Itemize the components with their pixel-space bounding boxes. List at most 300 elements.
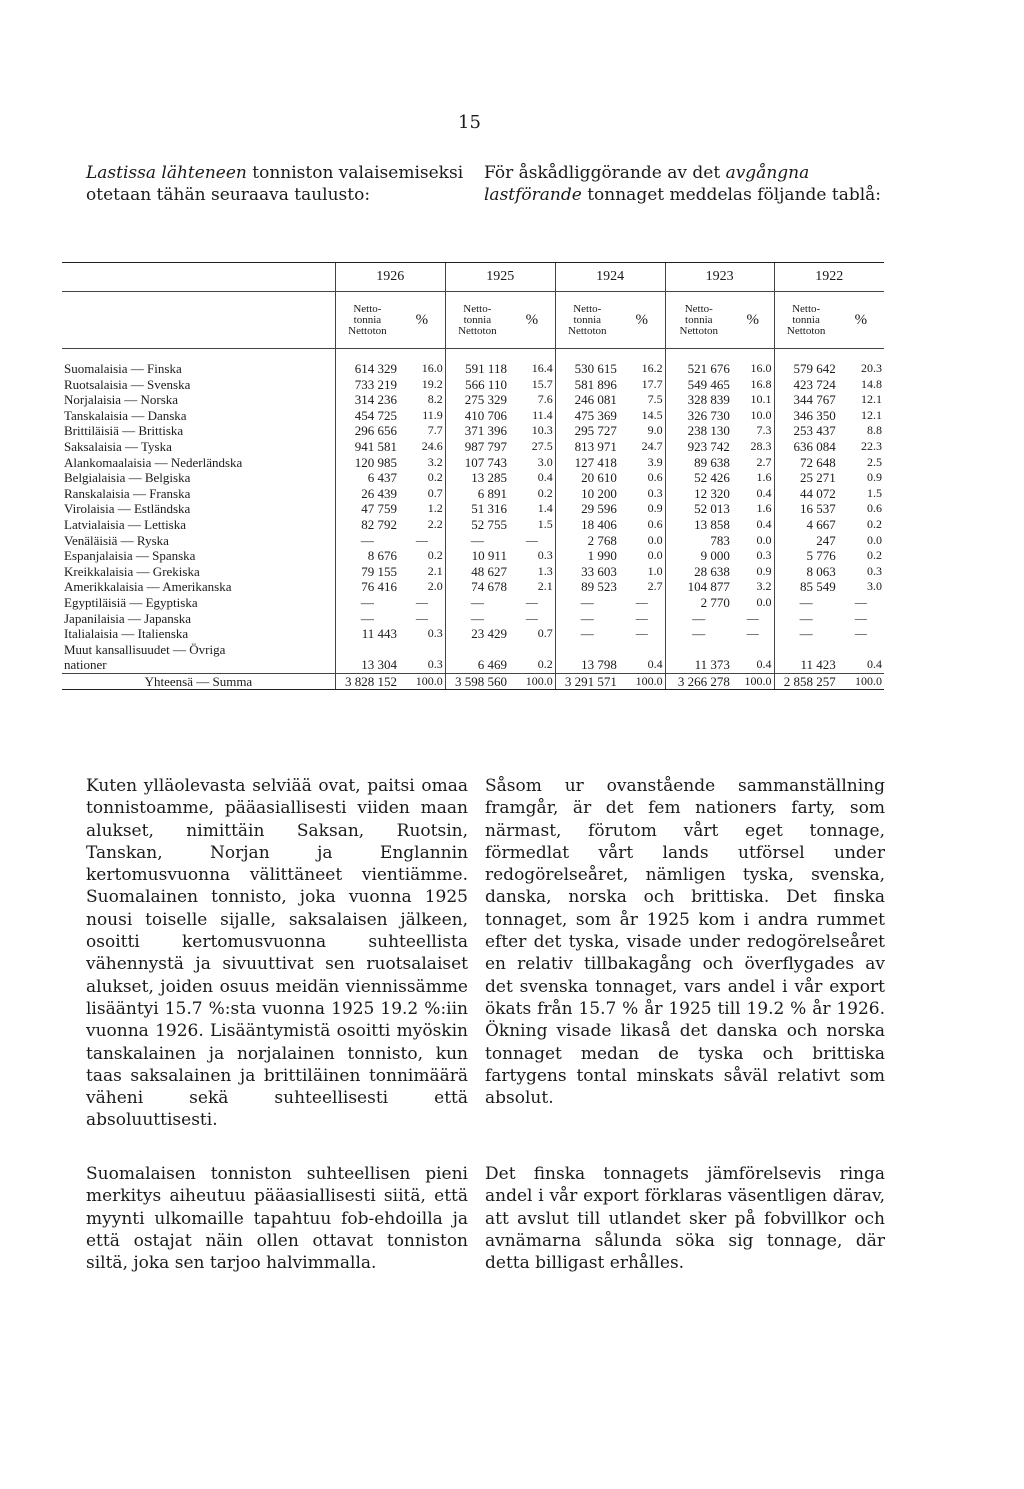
row-label-line: Muut kansallisuudet — Övriga (64, 641, 226, 657)
tonnage-col-header (445, 292, 509, 349)
tonnage-cell: 581 896 (555, 377, 619, 393)
tonnage-cell: 530 615 (555, 349, 619, 377)
table-row (62, 423, 884, 439)
row-label (62, 611, 335, 627)
percent-cell: 2.5 (867, 454, 882, 469)
tonnage-cell: 10 200 (555, 486, 619, 502)
row-label-line: Tanskalaisia — Danska (64, 407, 187, 423)
tonnage-cell: 941 581 (335, 439, 399, 455)
percent-cell: 1.0 (647, 563, 663, 578)
percent-cell: 0.6 (867, 501, 882, 516)
tonnage-cell: — (665, 626, 732, 642)
tonnage-cell: 733 219 (335, 377, 399, 393)
tonnage-col-header-line: tonnia (685, 313, 713, 326)
percent-cell: — (635, 610, 648, 625)
percent-cell: 14.5 (641, 407, 663, 422)
tonnage-cell: 346 350 (774, 408, 838, 424)
percent-cell: — (854, 594, 867, 609)
percent-cell: 0.3 (427, 626, 443, 641)
percent-cell: 3.2 (756, 579, 772, 594)
percent-cell: 0.9 (867, 470, 882, 485)
percent-cell: 0.6 (647, 470, 663, 485)
percent-cell: 0.4 (647, 657, 663, 672)
percent-cell: 2.7 (647, 579, 663, 594)
table-row (62, 408, 884, 424)
row-label (62, 349, 335, 377)
table-row (62, 517, 884, 533)
tonnage-cell: 253 437 (774, 423, 838, 439)
year-header-row (62, 263, 884, 292)
row-label-line: Yhteensä — Summa (144, 673, 253, 689)
year-header: 1926 (335, 263, 445, 292)
paragraph-swedish-1: Såsom ur ovanstående sammanställning framgår, är det fem nationers farty, som närmast, förutom vårt eget tonnage, förmedlat vårt lands utförsel under redogörelseåret, nämligen tyska, svenska, danska, norska och brittiska. Det finska tonnaget, som år 1925 kom i andra rummet efter det tyska, visade under redogörelseåret en relativ tillbakagång och överflygades av det svenska tonnaget, vars andel i vår export ökats från 15.7 % år 1925 till 19.2 % år 1926. Ökning visade likaså det danska och norska tonnaget medan de tyska och brittiska fartygens tontal minskats såväl relativt som absolut. (485, 776, 885, 1109)
percent-cell: 0.2 (867, 516, 882, 531)
row-label-line: Espanjalaisia — Spanska (64, 548, 196, 564)
tonnage-col-header-line: Nettoton (679, 324, 719, 337)
table-row-other (62, 642, 884, 674)
tonnage-cell: 275 329 (445, 392, 509, 408)
percent-cell: — (525, 610, 538, 625)
row-label-line: Suomalaisia — Finska (64, 361, 182, 376)
tonnage-cell: 29 596 (555, 501, 619, 517)
tonnage-cell: 423 724 (774, 377, 838, 393)
tonnage-cell: 52 426 (665, 470, 732, 486)
percent-cell: 7.3 (756, 423, 772, 438)
row-label-line: Brittiläisiä — Brittiska (64, 423, 184, 439)
tonnage-cell: 85 549 (774, 579, 838, 595)
tonnage-cell: 783 (665, 533, 732, 549)
percent-cell: 9.0 (647, 423, 663, 438)
percent-cell: 12.1 (861, 392, 882, 407)
paragraph-finnish-2: Suomalaisen tonniston suhteellisen pieni merkitys aiheutuu pääasiallisesti siitä, että myynti ulkomaille tapahtuu fob-ehdoilla ja että ostajat näin ollen ottavat tonniston siltä, joka sen tarjoo halvimmalla. (86, 1164, 468, 1274)
tonnage-cell: 8 063 (774, 564, 838, 580)
tonnage-cell: 11 373 (665, 642, 732, 674)
percent-cell: 0.3 (537, 548, 553, 563)
row-label-line: Japanilaisia — Japanska (64, 610, 192, 626)
row-label (62, 642, 335, 674)
tonnage-cell: — (335, 611, 399, 627)
percent-cell: 0.3 (867, 563, 882, 578)
row-label (62, 423, 335, 439)
tonnage-col-header-line: Nettoton (348, 324, 387, 337)
percent-cell: 0.2 (867, 548, 882, 563)
tonnage-cell: 2 770 (665, 595, 732, 611)
percent-cell: 7.7 (427, 423, 443, 438)
percent-cell: 22.3 (861, 438, 882, 453)
tonnage-cell: 636 084 (774, 439, 838, 455)
percent-cell: 24.6 (421, 438, 443, 453)
paragraph-finnish-1: Kuten ylläolevasta selviää ovat, paitsi omaa tonnistoamme, pääasiallisesti viiden maan alukset, nimittäin Saksan, Ruotsin, Tanskan, Norjan ja Englannin kertomusvuonna välittäneet vientiämme. Suomalainen tonnisto, joka vuonna 1925 nousi toiselle sijalle, saksalaisen jälkeen, osoitti kertomusvuonna suhteellista vähennystä ja sivuuttivat sen ruotsalaiset alukset, joiden osuus meidän viennissämme lisääntyi 15.7 %:sta vuonna 1925 19.2 %:iin vuonna 1926. Lisääntymistä osoitti myöskin tanskalainen ja norjalainen tonnisto, kun taas saksalainen ja brittiläinen tonnimäärä väheni sekä suhteellisesti että absoluuttisesti. (86, 776, 468, 1131)
tonnage-cell: 107 743 (445, 455, 509, 471)
row-label (62, 408, 335, 424)
percent-cell: 0.0 (867, 532, 882, 547)
percent-cell: — (746, 626, 759, 641)
row-label (62, 533, 335, 549)
tonnage-cell: 13 858 (665, 517, 732, 533)
row-label (62, 564, 335, 580)
tonnage-cell: 20 610 (555, 470, 619, 486)
tonnage-cell: 328 839 (665, 392, 732, 408)
tonnage-cell: 89 638 (665, 455, 732, 471)
tonnage-cell: 11 443 (335, 626, 399, 642)
percent-cell: 16.0 (750, 361, 772, 375)
tonnage-cell: 82 792 (335, 517, 399, 533)
tonnage-cell: — (555, 626, 619, 642)
percent-cell: 19.2 (421, 376, 443, 391)
tonnage-cell: 72 648 (774, 455, 838, 471)
table-row (62, 486, 884, 502)
percent-cell: 1.6 (756, 470, 772, 485)
percent-cell: 100.0 (732, 673, 774, 690)
tonnage-cell: 614 329 (335, 349, 399, 377)
percent-cell: 0.2 (427, 548, 443, 563)
unit-header-row (62, 292, 884, 349)
tonnage-cell: 326 730 (665, 408, 732, 424)
percent-cell: 0.4 (756, 657, 772, 672)
percent-cell: 0.4 (867, 657, 882, 672)
percent-cell: — (635, 594, 648, 609)
percent-cell: 12.1 (861, 407, 882, 422)
row-label-line: Ruotsalaisia — Svenska (64, 376, 191, 392)
percent-cell: 24.7 (641, 438, 663, 453)
paragraph-swedish-2: Det finska tonnagets jämförelsevis ringa andel i vår export förklaras väsentligen därav, att avslut till utlandet sker på fobvillkor och avnämarna sålunda söka sig tonnage, där detta billigast erhålles. (485, 1164, 885, 1274)
percent-cell: 100.0 (399, 673, 445, 690)
percent-cell: 0.3 (427, 657, 443, 672)
table-row (62, 349, 884, 377)
tonnage-cell: — (335, 533, 399, 549)
percent-cell: 16.8 (750, 376, 772, 391)
percent-cell: 1.5 (537, 516, 553, 531)
tonnage-cell: 566 110 (445, 377, 509, 393)
tonnage-col-header-line: Netto- (573, 302, 602, 315)
percent-cell: 0.6 (647, 516, 663, 531)
tonnage-col-header (335, 292, 399, 349)
percent-cell: 0.2 (427, 470, 443, 485)
tonnage-col-header-line: Netto- (684, 302, 713, 315)
percent-cell: 0.0 (756, 532, 772, 547)
percent-cell: 1.2 (427, 501, 443, 516)
tonnage-cell: 344 767 (774, 392, 838, 408)
table-row-total (62, 673, 884, 690)
percent-cell: 7.5 (647, 392, 663, 407)
row-label-line: Belgialaisia — Belgiska (64, 470, 191, 486)
intro-sv-text: tonnaget meddelas följande tablå: (581, 185, 882, 205)
tonnage-cell: 23 429 (445, 626, 509, 642)
percent-cell: — (854, 626, 867, 641)
tonnage-col-header-line: Nettoton (786, 324, 826, 337)
tonnage-cell: 74 678 (445, 579, 509, 595)
intro-sv-lead: För åskådliggörande av det (484, 163, 726, 183)
intro-fi-italic: Lastissa lähteneen (86, 163, 247, 183)
tonnage-col-header-line: tonnia (573, 313, 602, 326)
row-label (62, 548, 335, 564)
table-row (62, 455, 884, 471)
tonnage-cell: 923 742 (665, 439, 732, 455)
intro-swedish (484, 162, 884, 206)
percent-cell: 15.7 (531, 376, 553, 391)
percent-cell: 100.0 (838, 673, 884, 690)
tonnage-cell: 247 (774, 533, 838, 549)
tonnage-cell: 238 130 (665, 423, 732, 439)
percent-col-header: % (619, 292, 665, 349)
percent-cell: 16.4 (531, 361, 553, 375)
tonnage-col-header-line: Netto- (792, 302, 821, 315)
percent-cell: 1.4 (537, 501, 553, 516)
tonnage-cell: 52 755 (445, 517, 509, 533)
table-row (62, 611, 884, 627)
tonnage-cell: 10 911 (445, 548, 509, 564)
row-label (62, 486, 335, 502)
table-row (62, 626, 884, 642)
percent-cell: 27.5 (531, 438, 553, 453)
tonnage-cell: — (555, 595, 619, 611)
percent-cell: 3.9 (647, 454, 663, 469)
table-row (62, 564, 884, 580)
tonnage-cell: — (774, 595, 838, 611)
row-label-line: Alankomaalaisia — Nederländska (64, 454, 243, 470)
percent-cell: — (854, 610, 867, 625)
percent-cell: 11.4 (532, 407, 553, 422)
tonnage-col-header (774, 292, 838, 349)
tonnage-cell: 79 155 (335, 564, 399, 580)
percent-cell: 0.7 (537, 626, 553, 641)
percent-cell: 0.3 (756, 548, 772, 563)
row-label (62, 579, 335, 595)
tonnage-cell: 120 985 (335, 455, 399, 471)
tonnage-cell: — (774, 611, 838, 627)
percent-cell: 0.2 (537, 657, 553, 672)
percent-cell: 11.9 (422, 407, 443, 422)
percent-cell: 2.7 (756, 454, 772, 469)
percent-cell: 3.2 (427, 454, 443, 469)
tonnage-cell: — (555, 611, 619, 627)
row-label (62, 626, 335, 642)
percent-cell: 0.0 (647, 548, 663, 563)
percent-cell: 0.4 (537, 470, 553, 485)
tonnage-cell: 3 291 571 (555, 673, 619, 690)
tonnage-cell: 813 971 (555, 439, 619, 455)
table-row (62, 470, 884, 486)
tonnage-cell: 454 725 (335, 408, 399, 424)
percent-cell: 1.6 (756, 501, 772, 516)
year-header: 1924 (555, 263, 665, 292)
tonnage-cell: 5 776 (774, 548, 838, 564)
percent-cell: 10.3 (531, 423, 553, 438)
percent-cell: 0.3 (647, 485, 663, 500)
tonnage-cell: — (665, 611, 732, 627)
percent-cell: 10.1 (750, 392, 772, 407)
percent-cell: 3.0 (537, 454, 553, 469)
tonnage-cell: 25 271 (774, 470, 838, 486)
percent-cell: 3.0 (867, 579, 882, 594)
tonnage-cell: 127 418 (555, 455, 619, 471)
percent-cell: 28.3 (750, 438, 772, 453)
percent-cell: — (415, 532, 428, 547)
percent-col-header: % (399, 292, 445, 349)
tonnage-cell: 52 013 (665, 501, 732, 517)
row-label-line: Saksalaisia — Tyska (64, 438, 172, 454)
tonnage-col-header (665, 292, 732, 349)
row-label (62, 501, 335, 517)
percent-cell: 20.3 (861, 361, 882, 375)
row-label (62, 595, 335, 611)
percent-col-header: % (838, 292, 884, 349)
row-label-line: nationer (64, 657, 107, 673)
tonnage-table-wrapper (62, 262, 884, 690)
tonnage-table (62, 262, 884, 690)
intro-finnish (86, 162, 466, 206)
tonnage-cell: 410 706 (445, 408, 509, 424)
percent-cell: 8.2 (427, 392, 443, 407)
tonnage-cell: 9 000 (665, 548, 732, 564)
tonnage-cell: — (335, 595, 399, 611)
table-body (62, 349, 884, 690)
tonnage-cell: 26 439 (335, 486, 399, 502)
tonnage-cell: 246 081 (555, 392, 619, 408)
tonnage-cell: 104 877 (665, 579, 732, 595)
tonnage-cell: 51 316 (445, 501, 509, 517)
percent-cell: — (635, 626, 648, 641)
tonnage-cell: 3 598 560 (445, 673, 509, 690)
intro-fi-text: tonniston valaisemiseksi otetaan tähän seuraava taulusto: (86, 163, 464, 205)
percent-cell: 2.0 (427, 579, 443, 594)
percent-cell: 0.4 (756, 516, 772, 531)
table-row (62, 392, 884, 408)
tonnage-cell: — (445, 533, 509, 549)
tonnage-cell: 89 523 (555, 579, 619, 595)
tonnage-cell: — (445, 611, 509, 627)
percent-cell: 0.4 (756, 485, 772, 500)
tonnage-cell: 475 369 (555, 408, 619, 424)
percent-cell: 7.6 (537, 392, 553, 407)
tonnage-cell: 579 642 (774, 349, 838, 377)
percent-cell: — (746, 610, 759, 625)
tonnage-cell: 1 990 (555, 548, 619, 564)
tonnage-cell: 18 406 (555, 517, 619, 533)
row-label-line: Latvialaisia — Lettiska (64, 516, 187, 532)
row-label (62, 392, 335, 408)
tonnage-cell: 591 118 (445, 349, 509, 377)
percent-cell: 0.9 (647, 501, 663, 516)
tonnage-cell: 13 304 (335, 642, 399, 674)
percent-cell: 14.8 (861, 376, 882, 391)
percent-cell: 0.0 (647, 532, 663, 547)
percent-cell: — (415, 610, 428, 625)
percent-cell: 17.7 (641, 376, 663, 391)
tonnage-cell: 12 320 (665, 486, 732, 502)
year-header: 1922 (774, 263, 884, 292)
tonnage-cell: 13 285 (445, 470, 509, 486)
tonnage-cell: 13 798 (555, 642, 619, 674)
tonnage-col-header-line: Nettoton (458, 324, 497, 337)
row-label (62, 673, 335, 690)
tonnage-col-header-line: tonnia (353, 313, 382, 326)
table-row (62, 579, 884, 595)
percent-cell: 16.0 (421, 361, 443, 375)
tonnage-cell: 6 891 (445, 486, 509, 502)
year-header: 1925 (445, 263, 555, 292)
tonnage-cell: 11 423 (774, 642, 838, 674)
tonnage-cell: 987 797 (445, 439, 509, 455)
percent-cell: 2.1 (537, 579, 553, 594)
table-row (62, 377, 884, 393)
tonnage-col-header-line: tonnia (463, 313, 492, 326)
header-blank (62, 263, 335, 292)
tonnage-col-header-line: tonnia (792, 313, 820, 326)
percent-cell: 1.3 (537, 563, 553, 578)
row-label (62, 439, 335, 455)
table-row (62, 548, 884, 564)
table-row (62, 595, 884, 611)
tonnage-col-header-line: Netto- (353, 302, 382, 315)
percent-col-header: % (732, 292, 774, 349)
percent-cell: — (525, 594, 538, 609)
intro-sv-italic: avgångna lastförande (484, 163, 810, 205)
row-label (62, 470, 335, 486)
percent-cell: 2.2 (427, 516, 443, 531)
row-label-line: Venäläisiä — Ryska (64, 532, 169, 548)
tonnage-cell: 44 072 (774, 486, 838, 502)
tonnage-cell: 3 828 152 (335, 673, 399, 690)
percent-cell: 100.0 (619, 673, 665, 690)
tonnage-cell: 47 759 (335, 501, 399, 517)
row-label (62, 377, 335, 393)
tonnage-col-header-line: Nettoton (568, 324, 607, 337)
percent-cell: 1.5 (867, 485, 882, 500)
percent-cell: 8.8 (867, 423, 882, 438)
tonnage-cell: 2 858 257 (774, 673, 838, 690)
tonnage-cell: 296 656 (335, 423, 399, 439)
tonnage-cell: 8 676 (335, 548, 399, 564)
percent-col-header: % (509, 292, 555, 349)
tonnage-cell: 48 627 (445, 564, 509, 580)
tonnage-cell: 4 667 (774, 517, 838, 533)
tonnage-cell: 6 437 (335, 470, 399, 486)
tonnage-cell: 371 396 (445, 423, 509, 439)
tonnage-cell: — (774, 626, 838, 642)
tonnage-cell: 28 638 (665, 564, 732, 580)
table-row (62, 439, 884, 455)
tonnage-cell: 549 465 (665, 377, 732, 393)
row-label-line: Amerikkalaisia — Amerikanska (64, 579, 232, 595)
table-row (62, 533, 884, 549)
row-label-line: Ranskalaisia — Franska (64, 485, 191, 501)
row-label (62, 455, 335, 471)
percent-cell: 16.2 (641, 361, 663, 375)
percent-cell: 0.7 (427, 485, 443, 500)
tonnage-col-header (555, 292, 619, 349)
row-label-line: Virolaisia — Estländska (64, 501, 191, 517)
row-label-line: Egyptiläisiä — Egyptiska (64, 594, 198, 610)
row-label-line: Norjalaisia — Norska (64, 392, 179, 408)
tonnage-cell: 295 727 (555, 423, 619, 439)
row-label-line: Italialaisia — Italienska (64, 626, 189, 642)
year-header: 1923 (665, 263, 774, 292)
tonnage-cell: 76 416 (335, 579, 399, 595)
tonnage-cell: 2 768 (555, 533, 619, 549)
tonnage-cell: 16 537 (774, 501, 838, 517)
header-blank (62, 292, 335, 349)
tonnage-cell: — (445, 595, 509, 611)
page-number: 15 (458, 112, 481, 133)
percent-cell: 10.0 (750, 407, 772, 422)
percent-cell: 0.0 (756, 594, 772, 609)
percent-cell: 100.0 (509, 673, 555, 690)
row-label (62, 517, 335, 533)
tonnage-cell: 6 469 (445, 642, 509, 674)
percent-cell: 0.9 (756, 563, 772, 578)
tonnage-cell: 314 236 (335, 392, 399, 408)
